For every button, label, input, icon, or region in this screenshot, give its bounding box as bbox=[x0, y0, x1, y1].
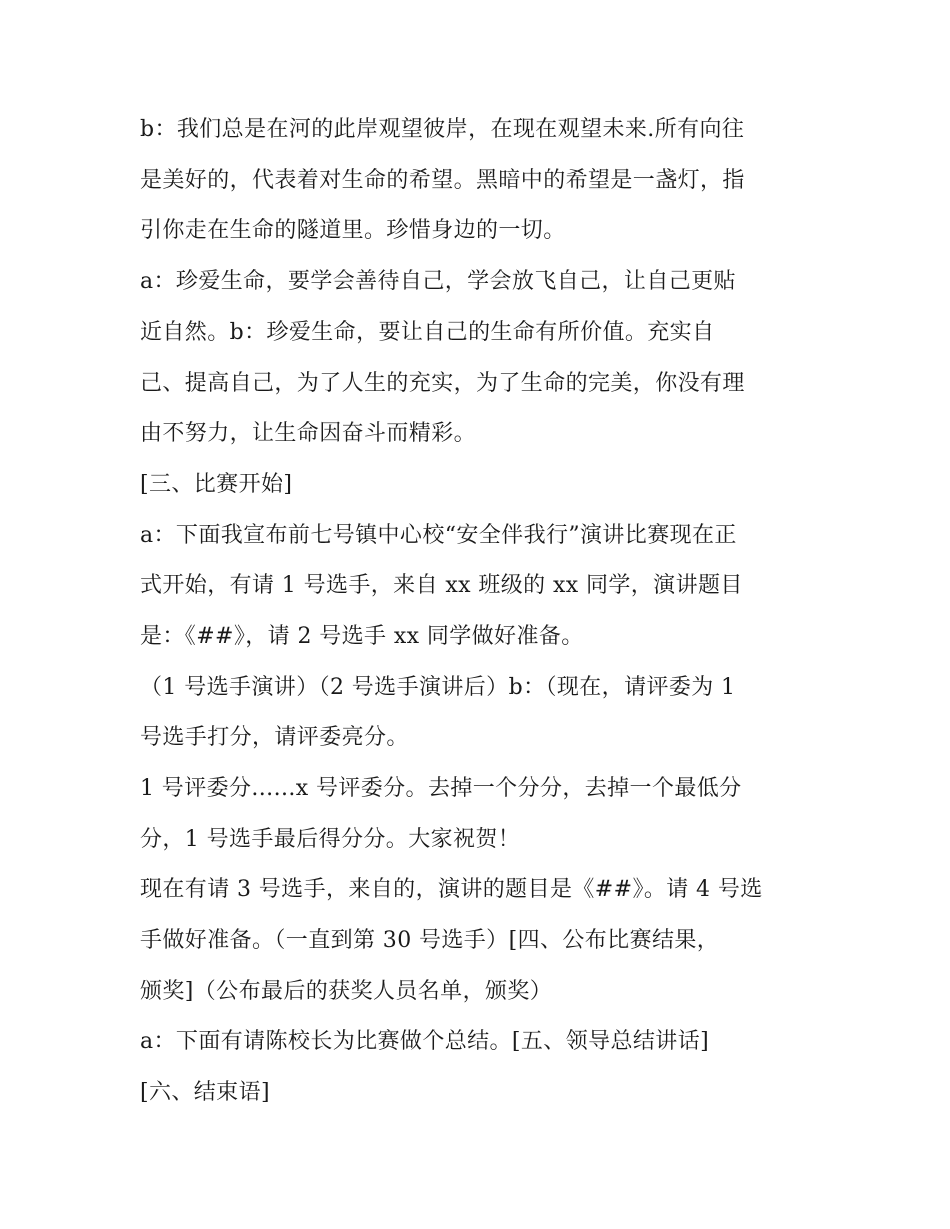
text-line: 现在有请 3 号选手，来自的，演讲的题目是《##》。请 4 号选 bbox=[140, 877, 763, 902]
text-line: 近自然。b：珍爱生命，要让自己的生命有所价值。充实自 bbox=[140, 320, 715, 345]
text-line: 引你走在生命的隧道里。珍惜身边的一切。 bbox=[140, 218, 566, 243]
text-line: 1 号评委分......x 号评委分。去掉一个分分，去掉一个最低分 bbox=[140, 776, 742, 801]
text-line: 是美好的，代表着对生命的希望。黑暗中的希望是一盏灯，指 bbox=[140, 168, 745, 193]
section-heading: [六、结束语] bbox=[140, 1080, 270, 1105]
text-line: a：下面我宣布前七号镇中心校“安全伴我行”演讲比赛现在正 bbox=[140, 523, 737, 548]
text-line: 式开始，有请 1 号选手，来自 xx 班级的 xx 同学，演讲题目 bbox=[140, 573, 743, 598]
text-line: b：我们总是在河的此岸观望彼岸，在现在观望未来.所有向往 bbox=[140, 117, 745, 142]
text-line: a：下面有请陈校长为比赛做个总结。[五、领导总结讲话] bbox=[140, 1029, 710, 1054]
text-line: 分，1 号选手最后得分分。大家祝贺！ bbox=[140, 827, 521, 852]
text-line: 是：《##》，请 2 号选手 xx 同学做好准备。 bbox=[140, 624, 584, 649]
text-line: （1 号选手演讲）（2 号选手演讲后）b：（现在，请评委为 1 bbox=[140, 675, 736, 700]
text-line: a：珍爱生命，要学会善待自己，学会放飞自己，让自己更贴 bbox=[140, 269, 736, 294]
text-line: 己、提高自己，为了人生的充实，为了生命的完美，你没有理 bbox=[140, 371, 745, 396]
text-line: 由不努力，让生命因奋斗而精彩。 bbox=[140, 421, 477, 446]
section-heading: [三、比赛开始] bbox=[140, 472, 293, 497]
text-line: 号选手打分，请评委亮分。 bbox=[140, 725, 409, 750]
text-line: 颁奖]（公布最后的获奖人员名单，颁奖） bbox=[140, 979, 553, 1004]
text-line: 手做好准备。（一直到第 30 号选手）[四、公布比赛结果， bbox=[140, 928, 720, 953]
